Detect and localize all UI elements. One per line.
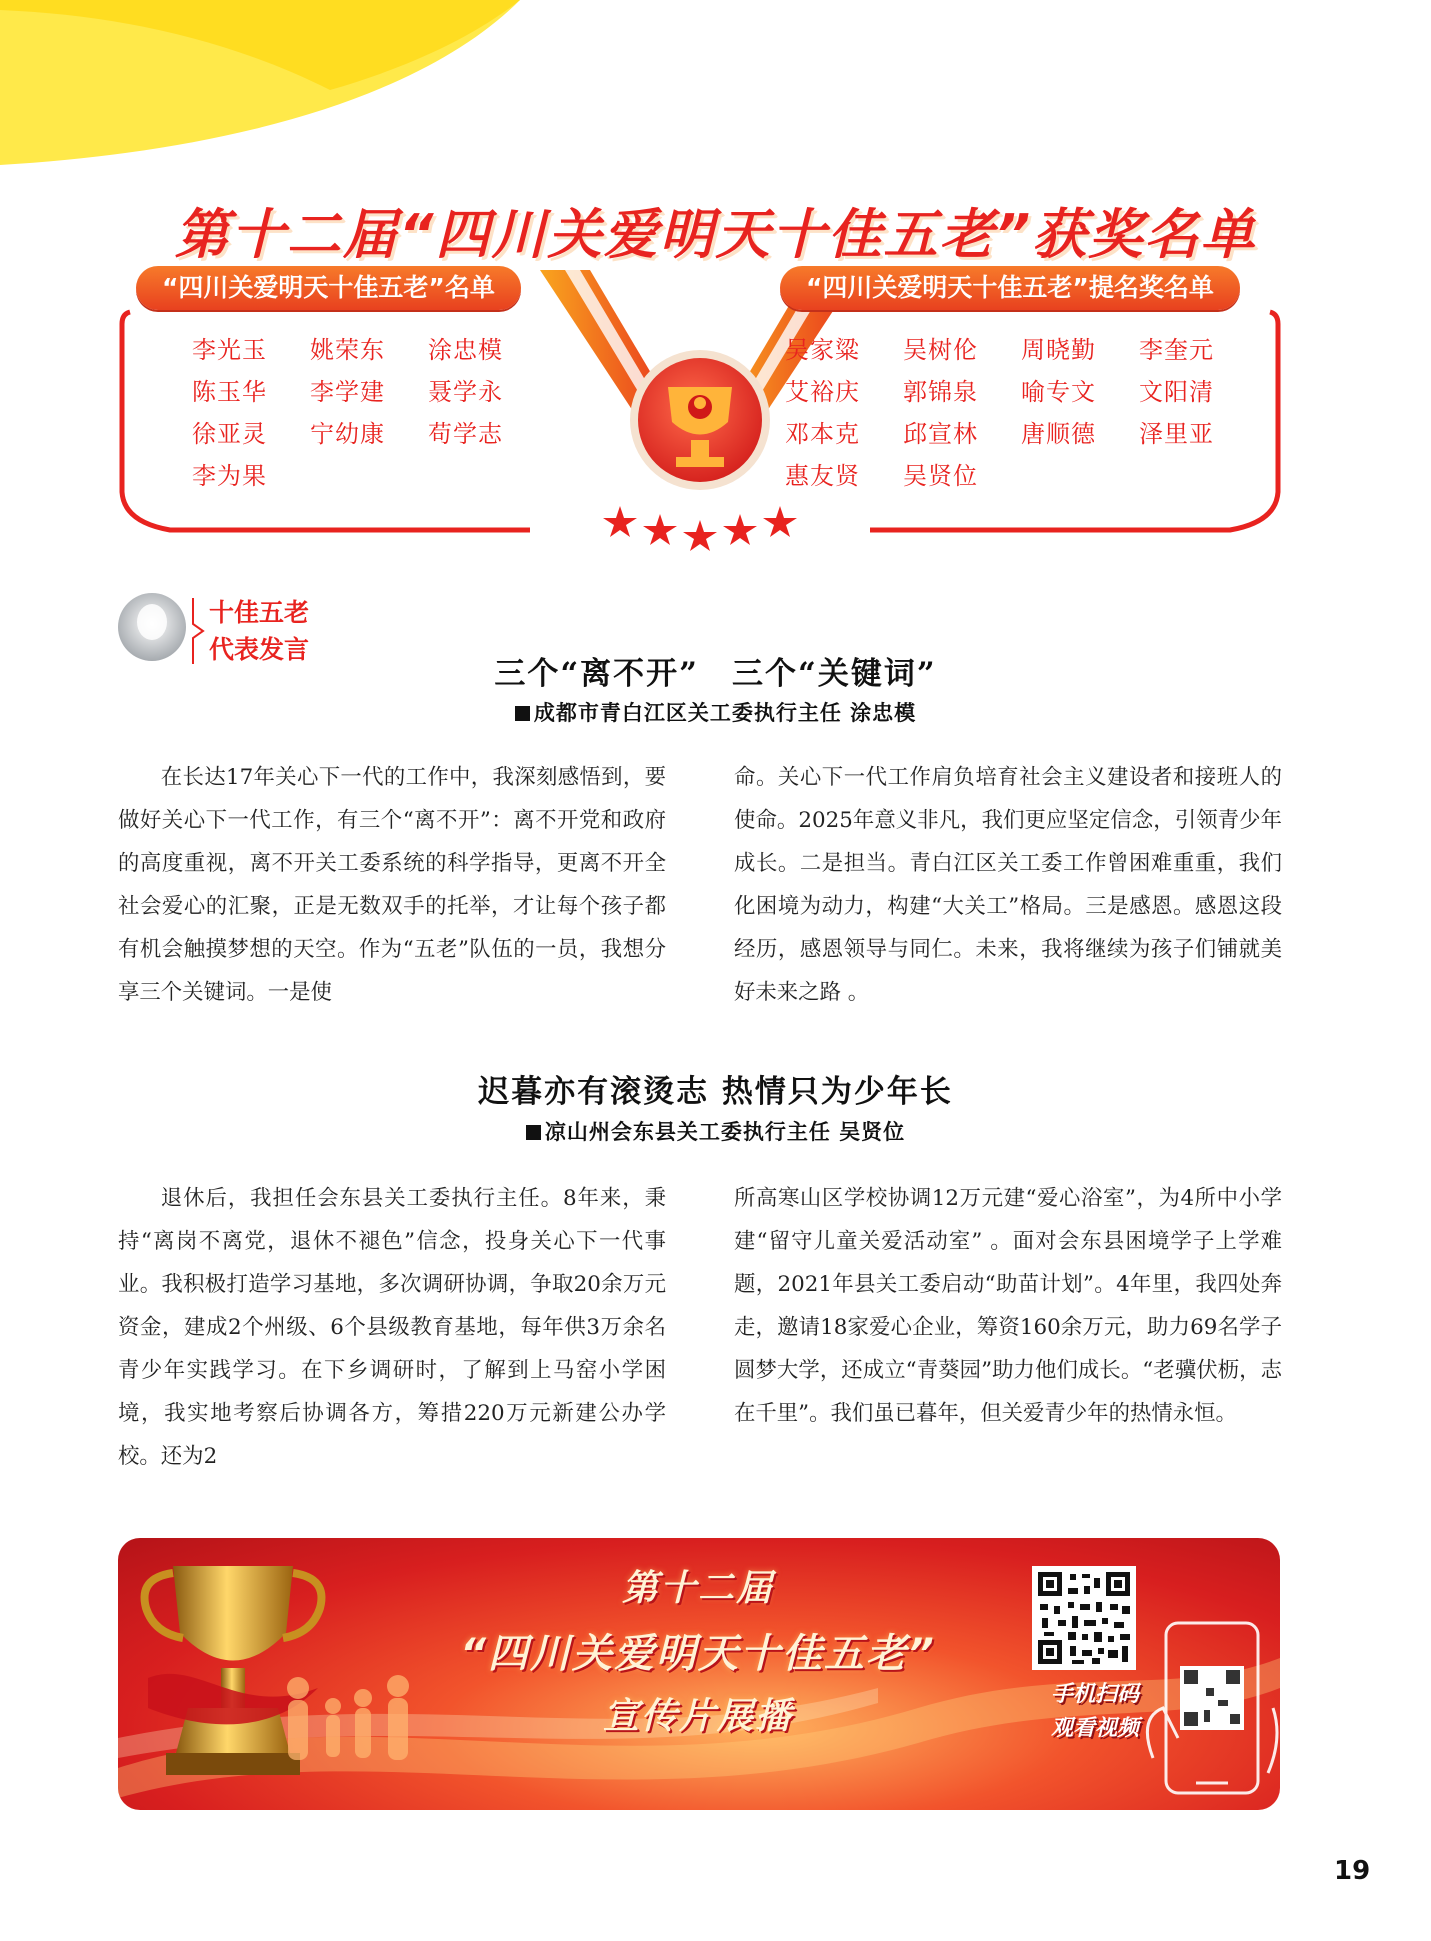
banner-line-2: “四川关爱明天十佳五老” bbox=[460, 1631, 936, 1677]
award-name: 涂忠模 bbox=[428, 336, 503, 364]
article-column-left bbox=[118, 756, 666, 1014]
award-name: 徐亚灵 bbox=[192, 420, 267, 448]
byline-text: 凉山州会东县关工委执行主任 吴贤位 bbox=[544, 1120, 906, 1144]
nomination-name: 泽里亚 bbox=[1139, 420, 1214, 448]
paragraph: 所高寒山区学校协调12万元建“爱心浴室”，为4所中小学建“留守儿童关爱活动室” 。面对会东县困境学子上学难题，2021年县关工委启动“助苗计划”。4年里，我四处奔走，邀请18家爱心企业，筹资160余万元，助力69名学子圆梦大学，还成立“青葵园”助力他们成长。“老骥伏枥，志在千里”。我们虽已暮年，但关爱青少年的热情永恒。 bbox=[734, 1186, 1282, 1426]
award-name: 宁幼康 bbox=[310, 420, 385, 448]
nomination-names bbox=[785, 329, 1257, 497]
nomination-name: 唐顺德 bbox=[1021, 420, 1096, 448]
video-promo-banner[interactable] bbox=[118, 1538, 1280, 1810]
award-list-label: “四川关爱明天十佳五老”名单 bbox=[136, 266, 521, 310]
nomination-name: 吴家粱 bbox=[785, 336, 860, 364]
article-column-right bbox=[734, 1177, 1282, 1435]
article-title: 三个“离不开” 三个“关键词” bbox=[494, 656, 937, 692]
nomination-name: 邓本克 bbox=[785, 420, 860, 448]
award-name: 李为果 bbox=[192, 462, 267, 490]
nomination-name: 吴贤位 bbox=[903, 462, 978, 490]
article-column-left bbox=[118, 1177, 666, 1478]
banner-line-3: 宣传片展播 bbox=[602, 1696, 793, 1737]
article-title: 迟暮亦有滚烫志 热情只为少年长 bbox=[478, 1074, 953, 1110]
square-bullet-icon bbox=[526, 1125, 541, 1140]
nomination-name: 吴树伦 bbox=[903, 336, 978, 364]
speaker-tag-line2: 代表发言 bbox=[209, 635, 310, 664]
qr-code-icon[interactable] bbox=[1032, 1566, 1136, 1670]
nomination-list-label: “四川关爱明天十佳五老”提名奖名单 bbox=[780, 266, 1240, 310]
speaker-tag-line1: 十佳五老 bbox=[209, 598, 310, 627]
article-column-right bbox=[734, 756, 1282, 1014]
award-name: 李光玉 bbox=[192, 336, 267, 364]
nomination-name: 艾裕庆 bbox=[785, 378, 860, 406]
nomination-name: 文阳清 bbox=[1139, 378, 1214, 406]
square-bullet-icon bbox=[515, 706, 530, 721]
article-byline bbox=[0, 697, 1431, 727]
nomination-name: 喻专文 bbox=[1021, 378, 1096, 406]
page-number: 19 bbox=[1334, 1856, 1371, 1886]
paragraph: 在长达17年关心下一代的工作中，我深刻感悟到，要做好关心下一代工作，有三个“离不开”：离不开党和政府的高度重视，离不开关工委系统的科学指导，更离不开全社会爱心的汇聚，正是无数双手的托举，才让每个孩子都有机会触摸梦想的天空。作为“五老”队伍的一员，我想分享三个关键词。一是使 bbox=[118, 765, 666, 1005]
award-names bbox=[192, 329, 546, 497]
award-name: 聂学永 bbox=[428, 378, 503, 406]
nomination-name: 周晓勤 bbox=[1021, 336, 1096, 364]
paragraph: 退休后，我担任会东县关工委执行主任。8年来，秉持“离岗不离党，退休不褪色”信念，投身关心下一代事业。我积极打造学习基地，多次调研协调，争取20余万元资金，建成2个州级、6个县级教育基地，每年供3万余名青少年实践学习。在下乡调研时，了解到上马窑小学困境，我实地考察后协调各方，筹措220万元新建公办学校。还为2 bbox=[118, 1186, 666, 1469]
nomination-name: 惠友贤 bbox=[785, 462, 860, 490]
corner-decoration bbox=[0, 0, 520, 170]
page-title: 第十二届“四川关爱明天十佳五老”获奖名单 bbox=[174, 203, 1257, 266]
award-name: 苟学志 bbox=[428, 420, 503, 448]
award-name: 李学建 bbox=[310, 378, 385, 406]
paragraph: 命。关心下一代工作肩负培育社会主义建设者和接班人的使命。2025年意义非凡，我们更应坚定信念，引领青少年成长。二是担当。青白江区关工委工作曾困难重重，我们化困境为动力，构建“大关工”格局。三是感恩。感恩这段经历，感恩领导与同仁。未来，我将继续为孩子们铺就美好未来之路 。 bbox=[734, 765, 1282, 1005]
nomination-name: 郭锦泉 bbox=[903, 378, 978, 406]
byline-text: 成都市青白江区关工委执行主任 涂忠模 bbox=[533, 701, 917, 725]
scan-line-2: 观看视频 bbox=[1050, 1716, 1139, 1741]
award-name: 姚荣东 bbox=[310, 336, 385, 364]
banner-line-1: 第十二届 bbox=[621, 1568, 774, 1609]
scan-to-watch-label bbox=[1030, 1678, 1160, 1746]
nomination-name: 邱宣林 bbox=[903, 420, 978, 448]
award-name: 陈玉华 bbox=[192, 378, 267, 406]
nomination-name: 李奎元 bbox=[1139, 336, 1214, 364]
scan-line-1: 手机扫码 bbox=[1050, 1682, 1139, 1707]
article-byline bbox=[0, 1116, 1431, 1146]
